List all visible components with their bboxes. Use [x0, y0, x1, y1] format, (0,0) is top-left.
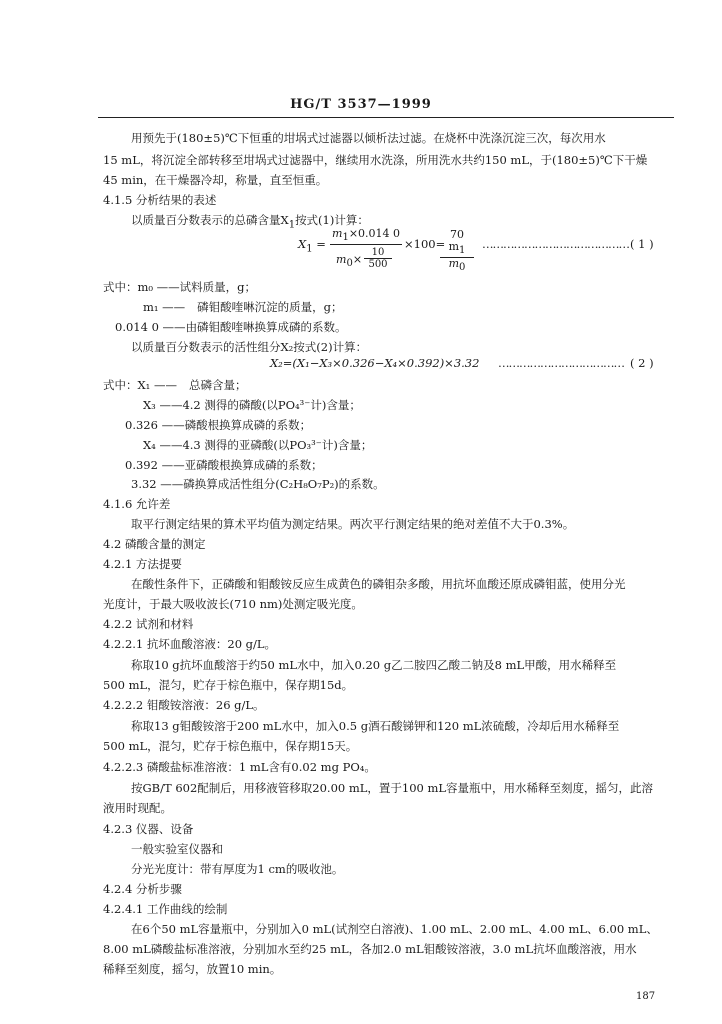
definition-row: m₁ —— 磷钼酸喹啉沉淀的质量，g； — [143, 300, 343, 314]
paragraph-line: 称取13 g钼酸铵溶于200 mL水中，加入0.5 g酒石酸锑钾和120 mL浓硫酸，冷却后用水稀释至 — [131, 719, 620, 733]
formula-intro: 以质量百分数表示的总磷含量$X_1$按式(1)计算： — [131, 213, 369, 231]
definition-row: 0.392 ——亚磷酸根换算成磷的系数； — [125, 458, 323, 472]
equation-tag: ( 1 ) — [630, 237, 654, 251]
section-heading-4-2-1: 4.2.1 方法提要 — [103, 557, 182, 571]
section-heading-4-2: 4.2 磷酸含量的测定 — [103, 537, 206, 551]
section-heading-4-2-2-2: 4.2.2.2 钼酸铵溶液：26 g/L。 — [103, 698, 265, 712]
header-rule — [98, 117, 674, 118]
paragraph-line: 在6个50 mL容量瓶中，分别加入0 mL(试剂空白溶液)、1.00 mL、2.00 mL、4.00 mL、6.00 mL、 — [131, 922, 658, 936]
paragraph-line: 稀释至刻度，摇匀，放置10 min。 — [103, 962, 282, 976]
page-number: 187 — [636, 991, 656, 1002]
paragraph-line: 按GB/T 602配制后，用移液管移取20.00 mL，置于100 mL容量瓶中，用水稀释至刻度，摇匀，此溶 — [131, 781, 654, 795]
paragraph-line: 液用时现配。 — [103, 801, 172, 815]
definition-row: X₃ ——4.2 测得的磷酸(以PO₄³⁻计)含量； — [143, 398, 361, 412]
paragraph-line: 分光光度计：带有厚度为1 cm的吸收池。 — [131, 862, 344, 876]
section-heading-4-2-2: 4.2.2 试剂和材料 — [103, 617, 194, 631]
definition-row: 3.32 ——磷换算成活性组分(C₂H₈O₇P₂)的系数。 — [131, 477, 385, 491]
equation-tag: ( 2 ) — [630, 356, 654, 370]
section-heading-4-2-4: 4.2.4 分析步骤 — [103, 882, 182, 896]
fraction-rhs: $\frac{70 m_1}{m_0}$ — [440, 229, 474, 274]
section-heading-4-2-4-1: 4.2.4.1 工作曲线的绘制 — [103, 902, 228, 916]
paragraph-line: 取平行测定结果的算术平均值为测定结果。两次平行测定结果的绝对差值不大于0.3%。 — [131, 517, 575, 531]
paragraph-line: 500 mL，混匀，贮存于棕色瓶中，保存期15天。 — [103, 739, 358, 753]
definition-row: 式中：m₀ ——试料质量，g； — [103, 280, 257, 294]
paragraph-line: 在酸性条件下，正磷酸和钼酸铵反应生成黄色的磷钼杂多酸，用抗坏血酸还原成磷钼蓝，使用分光 — [131, 577, 626, 591]
definition-row: 0.014 0 ——由磷钼酸喹啉换算成磷的系数。 — [115, 320, 347, 334]
formula-intro: 以质量百分数表示的活性组分X₂按式(2)计算： — [131, 340, 368, 354]
paragraph-line: 15 mL，将沉淀全部转移至坩埚式过滤器中，继续用水洗涤，所用洗水共约150 mL，于(180±5)℃下干燥 — [103, 153, 648, 167]
definition-row: X₄ ——4.3 测得的亚磷酸(以PO₃³⁻计)含量； — [143, 438, 373, 452]
section-heading-4-2-2-1: 4.2.2.1 抗坏血酸溶液：20 g/L。 — [103, 637, 277, 651]
paragraph-line: 45 min，在干燥器冷却，称量，直至恒重。 — [103, 173, 328, 187]
section-heading-4-1-5: 4.1.5 分析结果的表述 — [103, 193, 217, 207]
definition-row: 式中：X₁ —— 总磷含量； — [103, 378, 247, 392]
paragraph-line: 光度计，于最大吸收波长(710 nm)处测定吸光度。 — [103, 597, 363, 611]
document-code: HG/T 3537—1999 — [290, 97, 432, 112]
section-heading-4-2-2-3: 4.2.2.3 磷酸盐标准溶液：1 mL含有0.02 mg PO₄。 — [103, 760, 376, 774]
section-heading-4-1-6: 4.1.6 允许差 — [103, 497, 171, 511]
paragraph-line: 一般实验室仪器和 — [131, 842, 223, 856]
section-heading-4-2-3: 4.2.3 仪器、设备 — [103, 822, 194, 836]
fraction-main: $m_1\times 0.014$ 0 $m_0\times$ 10 500 — [332, 227, 401, 271]
definition-row: 0.326 ——磷酸根换算成磷的系数； — [125, 418, 312, 432]
paragraph-line: 8.00 mL磷酸盐标准溶液，分别加水至约25 mL，各加2.0 mL钼酸铵溶液，3.0 mL抗坏血酸溶液，用水 — [103, 942, 637, 956]
paragraph-line: 500 mL，混匀，贮存于棕色瓶中，保存期15d。 — [103, 678, 354, 692]
paragraph-line: 用预先于(180±5)℃下恒重的坩埚式过滤器以倾析法过滤。在烧杯中洗涤沉淀三次，每次用水 — [131, 131, 606, 145]
paragraph-line: 称取10 g抗坏血酸溶于约50 mL水中，加入0.20 g乙二胺四乙酸二钠及8 mL甲酸，用水稀释至 — [131, 658, 617, 672]
